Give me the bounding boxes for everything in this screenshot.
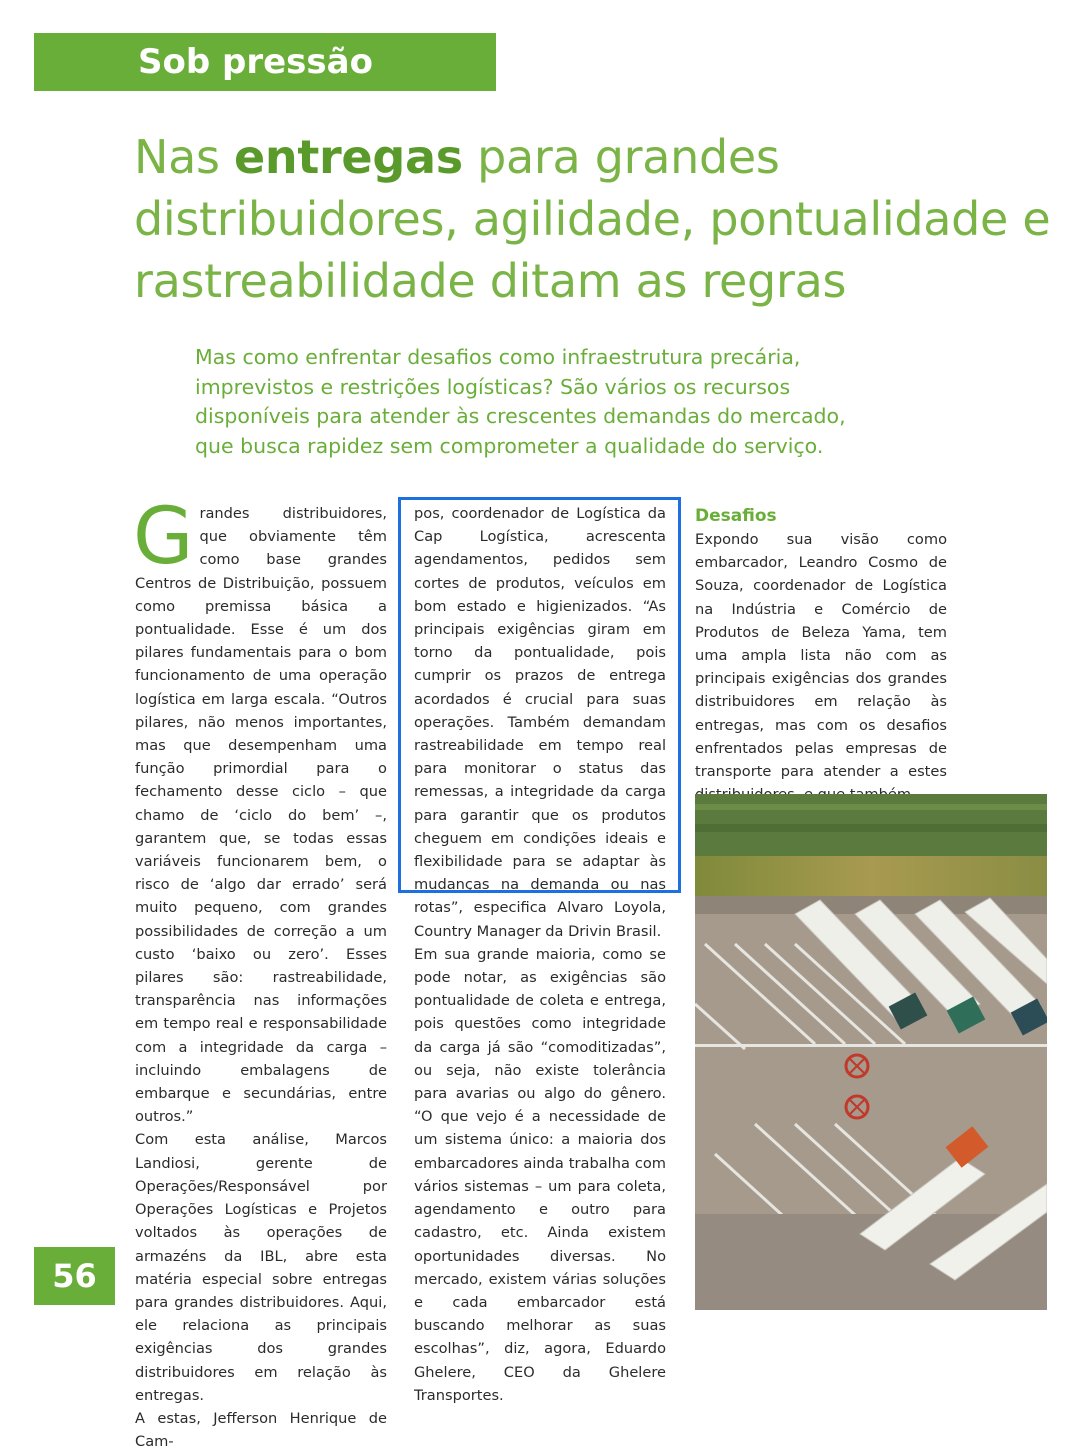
- column2-paragraph-1: pos, coordenador de Logística da Cap Logística, acrescenta agendamentos, pedidos sem cortes de produtos, veículos em bom estado e higienizados. “As principais exigências giram em torno da pontualidade, pois cumprir os prazos de entrega acordados é crucial para suas operações. Também demandam rastreabilidade em tempo real para monitorar o status das remessas, a integridade da carga para garantir que os produtos cheguem em condições ideais e flexibilidade para se adaptar às mudanças na demanda ou nas rotas”, especifica Alvaro Loyola, Country Manager da Drivin Brasil.: [414, 505, 666, 940]
- aerial-trucks-photo: [695, 794, 1047, 1310]
- section-bar: [34, 33, 496, 91]
- headline: [134, 126, 1054, 312]
- headline-part1: Nas: [134, 130, 234, 184]
- article-column-3: [695, 504, 947, 806]
- subhead-desafios: Desafios: [695, 506, 777, 526]
- headline-emphasis: entregas: [234, 130, 463, 184]
- column3-paragraph-1: Expondo sua visão como embarcador, Leandro Cosmo de Souza, coordenador de Logística na Indústria e Comércio de Produtos de Beleza Yama, tem uma ampla lista não com as principais exigências dos grandes distribuidores em relação às entregas, mas com os desafios enfrentados pelas empresas de transporte para atender a estes: [695, 531, 947, 781]
- column1-paragraph-3: A estas, Jefferson Henrique de Cam-: [135, 1409, 387, 1451]
- article-column-1: [133, 492, 387, 1453]
- dropcap: G: [133, 492, 194, 582]
- lead-paragraph: Mas como enfrentar desafios como infraestrutura precária, imprevistos e restrições logísticas? São vários os recursos disponíveis para atender às crescentes demandas do mercado, que busca rapidez sem comprometer a qualidade do serviço.: [195, 345, 846, 458]
- page-number-box: [34, 1247, 115, 1305]
- highlight-selection-box: [398, 497, 681, 893]
- section-label: Sob pressão: [138, 42, 373, 82]
- aerial-trucks-illustration: [695, 794, 1047, 1310]
- headline-part2: para grandes distribuidores, agilidade, pontualidade e rastreabilidade ditam as regras: [134, 130, 1051, 308]
- column1-paragraph-1: randes distribuidores, que obviamente têm como base grandes Centros de Distribuição, possuem como premissa básica a pontualidade. Esse é um dos pilares fundamentais para o bom funcionamento de uma operação logística em larga escala. “Outros pilares, não menos importantes, mas que desempenham uma função primordial para o fechamento desse ciclo – que chamo de ‘ciclo do bem’ –, garantem que, se todas essas variáveis funcionarem bem, o risco de ‘algo dar errado’ será muito pequeno, com grandes possibilidades de correção a um custo ‘baixo ou zero’. Esses pilares são: rastreabilidade, transparência nas informações em tempo real e responsabilidade com a integridade da carga – incluindo embalagens de embarque e secundárias, entre outros.”: [135, 505, 387, 1126]
- column1-paragraph-2: Com esta análise, Marcos Landiosi, gerente de Operações/Responsável por Operações Logísticas e Projetos voltados às operações de armazéns da IBL, abre esta matéria especial sobre entregas para grandes distribuidores. Aqui, ele relaciona as principais exigências dos grandes distribuidores em relação às entregas.: [135, 1131, 387, 1404]
- page-number: 56: [52, 1257, 97, 1295]
- column2-paragraph-2: Em sua grande maioria, como se pode notar, as exigências são pontualidade de coleta e entrega, pois questões como integridade da carga já são “comoditizadas”, ou seja, não existe tolerância para avarias ou algo do gênero. “O que vejo é a necessidade de um sistema único: a maioria dos embarcadores ainda trabalha com vários sistemas – um para coleta, agendamento e outro para cadastro, etc. Ainda existem oportunidades diversas. No mercado, existem várias soluções e cada embarcador está buscando melhorar as suas escolhas”, diz, agora, Eduardo Ghelere, CEO da Ghelere Transportes.: [414, 945, 666, 1404]
